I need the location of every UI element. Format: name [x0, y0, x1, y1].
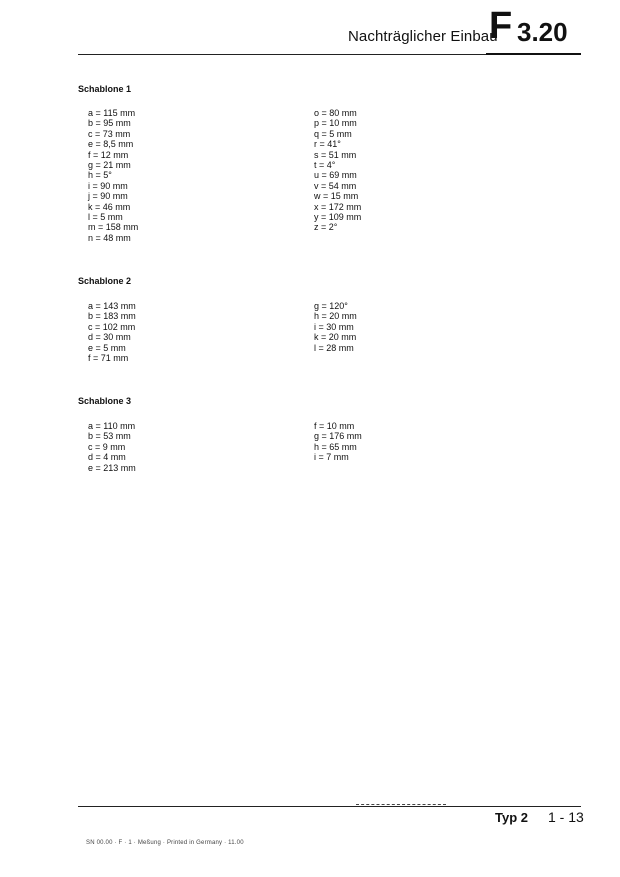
dimension-item: a = 143 mm: [88, 301, 136, 311]
dimension-item: g = 176 mm: [314, 431, 362, 442]
dimension-item: a = 115 mm: [88, 108, 136, 118]
dimension-item: i = 7 mm: [314, 452, 349, 463]
dimension-item: z = 2°: [314, 222, 338, 233]
dimension-item: f = 71 mm: [88, 353, 129, 364]
dimension-item: n = 48 mm: [88, 232, 131, 243]
dimension-item: q = 5 mm: [314, 128, 352, 139]
dimension-item: h = 5°: [88, 170, 112, 181]
dimension-item: h = 65 mm: [314, 441, 357, 452]
section-title: Schablone 2: [78, 276, 132, 286]
page-number: 1 - 13: [548, 809, 584, 825]
dimension-item: b = 53 mm: [88, 431, 131, 442]
dimension-item: k = 20 mm: [314, 332, 357, 343]
dimension-item: u = 69 mm: [314, 170, 357, 181]
dimension-item: y = 109 mm: [314, 212, 362, 223]
dimension-list-left: [88, 301, 136, 363]
dimension-item: o = 80 mm: [314, 108, 357, 118]
dimension-list-left: [88, 108, 138, 243]
dimension-item: d = 4 mm: [88, 452, 126, 463]
dimension-item: c = 73 mm: [88, 128, 131, 139]
dimension-item: v = 54 mm: [314, 180, 357, 191]
section-title: Schablone 1: [78, 84, 132, 94]
section-title: Schablone 3: [78, 396, 132, 406]
dimension-item: g = 120°: [314, 301, 348, 311]
dimension-item: d = 30 mm: [88, 332, 131, 343]
dimension-item: e = 213 mm: [88, 462, 136, 473]
footer-rule: [78, 806, 581, 807]
dimension-item: f = 10 mm: [314, 421, 355, 431]
dimension-item: e = 5 mm: [88, 342, 126, 353]
dimension-item: e = 8,5 mm: [88, 139, 134, 150]
dimension-item: g = 21 mm: [88, 160, 131, 171]
section-code: 3.20: [517, 17, 568, 47]
dimension-item: x = 172 mm: [314, 201, 362, 212]
dimension-list-left: [88, 421, 136, 473]
dimension-item: h = 20 mm: [314, 311, 357, 322]
dimension-item: i = 90 mm: [88, 180, 128, 191]
print-info: SN 00.00 · F · 1 · Meßung · Printed in Germany · 11.00: [86, 840, 244, 846]
dimension-item: i = 30 mm: [314, 321, 354, 332]
dimension-item: p = 10 mm: [314, 118, 357, 129]
dimension-item: l = 28 mm: [314, 342, 354, 353]
dimension-item: t = 4°: [314, 160, 336, 171]
section-letter: F: [489, 5, 513, 47]
dimension-list-right: [314, 301, 357, 353]
dimension-list-right: [314, 421, 362, 463]
header-rule-accent: [486, 53, 581, 55]
dimension-item: a = 110 mm: [88, 421, 136, 431]
dimension-item: k = 46 mm: [88, 201, 131, 212]
dimension-item: j = 90 mm: [88, 191, 128, 202]
dimension-item: c = 9 mm: [88, 441, 126, 452]
page-title: Nachträglicher Einbau: [348, 28, 498, 45]
dimension-item: b = 95 mm: [88, 118, 131, 129]
dimension-item: m = 158 mm: [88, 222, 139, 233]
dimension-item: c = 102 mm: [88, 321, 136, 332]
dimension-item: w = 15 mm: [314, 191, 359, 202]
dimension-item: b = 183 mm: [88, 311, 136, 322]
dimension-item: l = 5 mm: [88, 212, 123, 223]
dimension-item: r = 41°: [314, 139, 341, 150]
dimension-item: s = 51 mm: [314, 149, 357, 160]
dimension-list-right: [314, 108, 361, 233]
dimension-item: f = 12 mm: [88, 149, 129, 160]
vehicle-type-label: Typ 2: [495, 810, 528, 825]
